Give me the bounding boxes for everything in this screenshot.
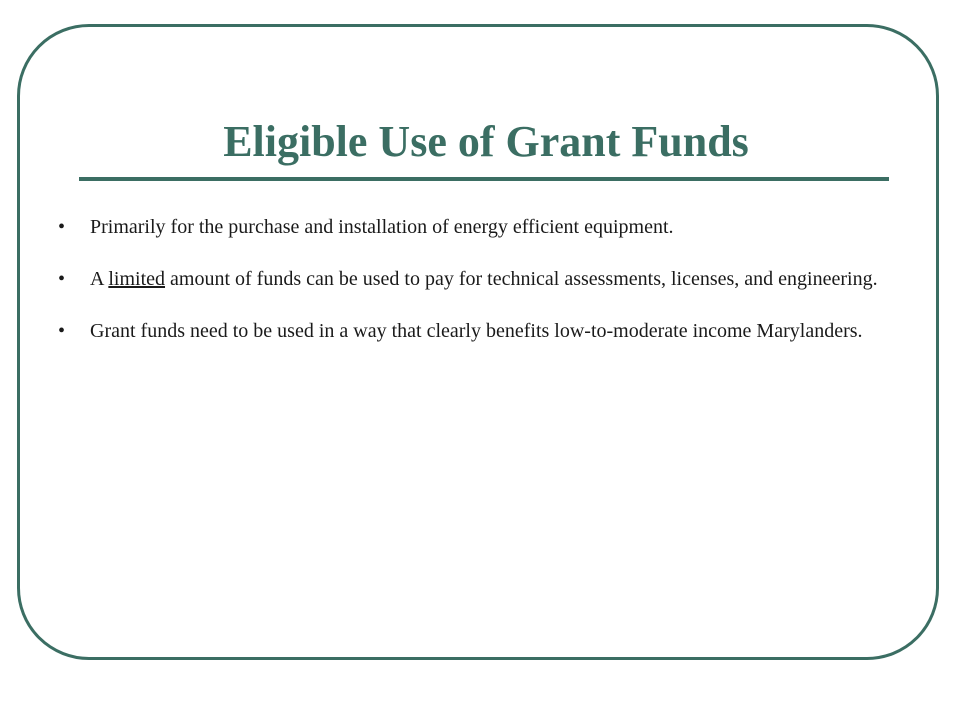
bullet-text: Grant funds need to be used in a way that clearly benefits low-to-moderate income Marylanders.: [90, 320, 863, 342]
bullet-list: [58, 206, 908, 362]
bullet-item-benefits: [58, 310, 908, 352]
bullet-dot-icon: •: [58, 320, 66, 342]
bullet-text-prefix: A: [90, 268, 109, 290]
bullet-dot-icon: •: [58, 216, 66, 238]
slide-title: Eligible Use of Grant Funds: [223, 117, 749, 166]
bullet-text-emphasis: limited: [108, 268, 166, 290]
bullet-text: Primarily for the purchase and installation of energy efficient equipment.: [90, 216, 674, 238]
title-underline-rule: [79, 177, 889, 181]
bullet-dot-icon: •: [58, 268, 66, 290]
bullet-item-equipment: [58, 206, 908, 248]
bullet-text-suffix: amount of funds can be used to pay for technical assessments, licenses, and engineering.: [165, 268, 878, 290]
bullet-item-limited-funds: [58, 258, 908, 300]
